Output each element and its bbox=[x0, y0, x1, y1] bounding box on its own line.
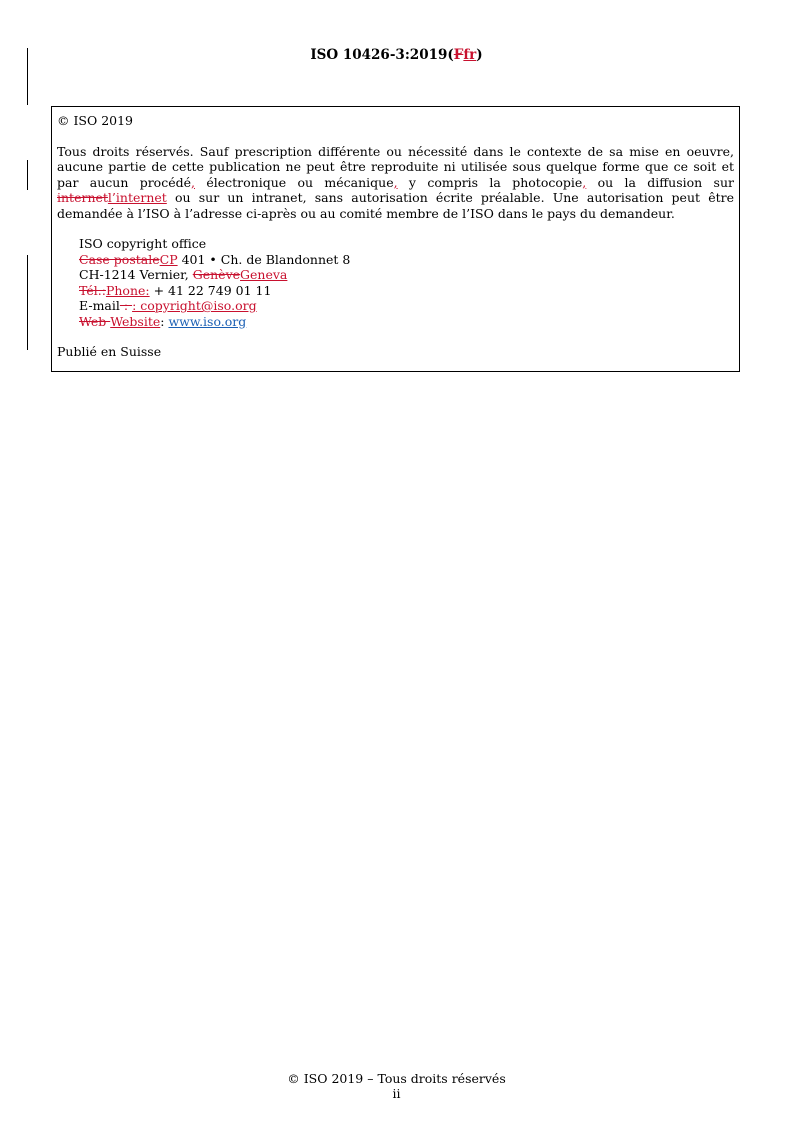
change-bar bbox=[27, 255, 28, 350]
page-footer bbox=[0, 1071, 793, 1101]
email-label: E-mail bbox=[79, 298, 120, 313]
phone-line bbox=[79, 283, 734, 299]
inserted-text: Geneva bbox=[240, 267, 288, 282]
city-line bbox=[79, 267, 734, 283]
address-block bbox=[79, 236, 734, 329]
copyright-notice-box bbox=[51, 106, 740, 372]
paragraph-text: ou la diffusion sur bbox=[586, 174, 735, 190]
rights-paragraph bbox=[57, 144, 734, 222]
inserted-comma: , bbox=[582, 174, 587, 190]
change-bar bbox=[27, 48, 28, 105]
paragraph-text: Tous droits réservés. Sauf prescription différente ou nécessité dans le contexte de sa mise en oeuvre, aucune partie de cette publication ne peut être reproduite ni utilisée sous quelque forme que ce soit et par aucun procédé bbox=[57, 143, 734, 190]
phone-number: + 41 22 749 01 11 bbox=[149, 282, 272, 298]
deleted-text: Tél.: bbox=[79, 282, 106, 298]
document-id: ISO 10426-3:2019( bbox=[310, 47, 454, 63]
header-close-paren: ) bbox=[476, 47, 483, 63]
document-header bbox=[0, 48, 793, 64]
deleted-word: internet bbox=[57, 190, 108, 205]
inserted-language-code: fr bbox=[463, 47, 477, 63]
footer-rights: © ISO 2019 – Tous droits réservés bbox=[287, 1071, 506, 1086]
website-colon: : bbox=[160, 313, 169, 329]
office-name: ISO copyright office bbox=[79, 236, 207, 251]
paragraph-text: y compris la photocopie bbox=[397, 174, 583, 190]
inserted-word: l’internet bbox=[107, 190, 167, 205]
copyright-line: © ISO 2019 bbox=[57, 113, 134, 128]
inserted-comma: , bbox=[191, 174, 195, 190]
inserted-text: Website bbox=[110, 313, 161, 329]
inserted-comma: , bbox=[393, 174, 398, 190]
deleted-text: Web bbox=[79, 313, 111, 329]
deleted-text: Case postale bbox=[79, 251, 160, 267]
inserted-text: Phone: bbox=[105, 282, 150, 298]
paragraph-text: électronique ou mécanique bbox=[195, 174, 394, 190]
email-line bbox=[79, 298, 734, 314]
city-text: CH-1214 Vernier, bbox=[79, 267, 193, 282]
deleted-language-code: F bbox=[453, 47, 464, 63]
paragraph-text: ou sur un intranet, sans autorisation écrite préalable. Une autorisation peut être demandée à l’ISO à l’adresse ci-après ou au comité membre de l’ISO dans le pays du demandeur. bbox=[57, 190, 734, 221]
page-number: ii bbox=[392, 1086, 401, 1101]
postal-box-rest: 401 • Ch. de Blandonnet 8 bbox=[177, 251, 351, 267]
inserted-text: CP bbox=[159, 251, 178, 267]
published-in: Publié en Suisse bbox=[57, 344, 162, 359]
website-line bbox=[79, 314, 734, 330]
deleted-text: : bbox=[119, 298, 133, 313]
email-link[interactable]: : copyright@iso.org bbox=[132, 298, 257, 313]
change-bar bbox=[27, 160, 28, 190]
deleted-text: Genève bbox=[192, 267, 241, 282]
postal-box-line bbox=[79, 252, 734, 268]
website-link[interactable]: www.iso.org bbox=[168, 313, 247, 329]
